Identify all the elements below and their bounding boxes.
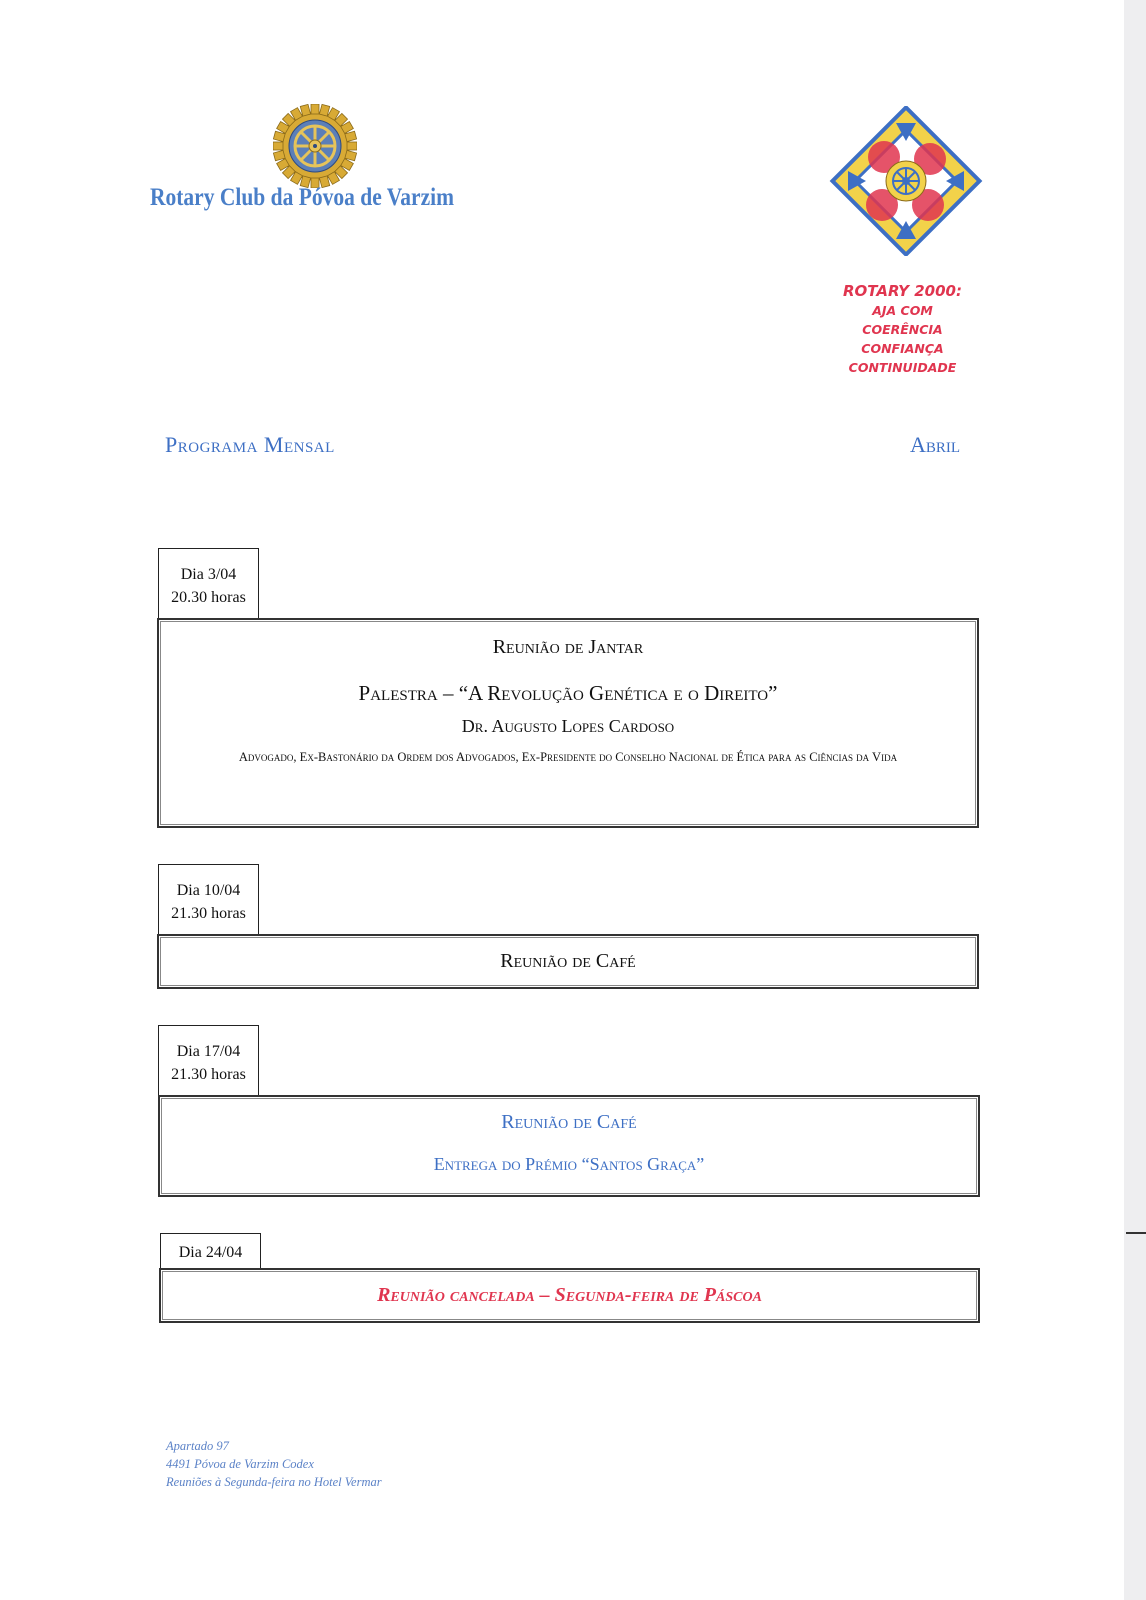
event-box — [158, 1095, 980, 1197]
rotary-2000-emblem-icon — [825, 106, 988, 256]
event-speaker: Dr. Augusto Lopes Cardoso — [461, 716, 675, 736]
event-speaker-bio: Advogado, Ex-Bastonário da Ordem dos Advogados, Ex-Presidente do Conselho Nacional de Ética para as Ciências da Vida — [238, 750, 898, 764]
event-time: 21.30 horas — [171, 1066, 246, 1083]
slogan-line: CONTINUIDADE — [848, 360, 957, 375]
slogan-line: CONFIANÇA — [861, 341, 944, 356]
program-month: Abril — [910, 432, 961, 457]
page-edge-mark — [1126, 1232, 1146, 1234]
event-note: Entrega do Prémio “Santos Graça” — [433, 1154, 705, 1174]
event-date: Dia 3/04 — [180, 566, 237, 583]
event-date-box — [158, 864, 259, 935]
event-title: Reunião de Café — [500, 950, 636, 972]
event-time: 20.30 horas — [171, 589, 246, 606]
program-title: Programa Mensal — [165, 432, 335, 457]
footer-line: Apartado 97 — [166, 1439, 229, 1453]
slogan-line: AJA COM — [872, 303, 933, 318]
footer-address — [166, 1437, 382, 1491]
event-date: Dia 10/04 — [176, 882, 241, 899]
rotary-wheel-icon — [273, 104, 357, 188]
event-box — [157, 618, 979, 828]
event-date: Dia 24/04 — [178, 1244, 243, 1261]
slogan-title: ROTARY 2000: — [843, 282, 962, 300]
event-date-box — [158, 548, 259, 619]
event-date-box — [158, 1025, 259, 1096]
event-title: Reunião cancelada – Segunda-feira de Páscoa — [377, 1284, 762, 1306]
event-time: 21.30 horas — [171, 905, 246, 922]
event-date: Dia 17/04 — [176, 1043, 241, 1060]
event-box — [157, 934, 979, 989]
footer-line: Reuniões à Segunda-feira no Hotel Vermar — [166, 1475, 382, 1489]
footer-line: 4491 Póvoa de Varzim Codex — [166, 1457, 314, 1471]
event-title: Reunião de Café — [501, 1111, 637, 1133]
event-title: Reunião de Jantar — [492, 636, 644, 658]
page-edge — [1124, 0, 1146, 1600]
event-date-box — [160, 1233, 261, 1270]
event-talk: Palestra – “A Revolução Genética e o Direito” — [358, 681, 778, 705]
club-name: Rotary Club da Póvoa de Varzim — [150, 184, 454, 211]
slogan-block — [820, 282, 985, 377]
slogan-line: COERÊNCIA — [862, 322, 943, 337]
event-box — [159, 1268, 980, 1323]
